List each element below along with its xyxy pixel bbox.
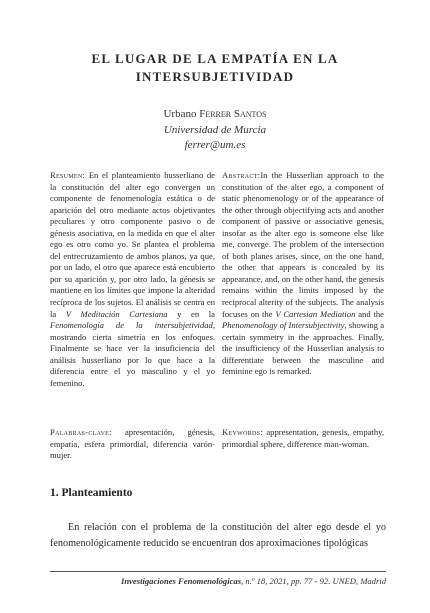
author-name	[0, 108, 430, 120]
abstract-en-text-2: and the	[358, 308, 384, 319]
abstract-es-italic-1: V Meditación Cartesiana	[65, 308, 168, 319]
abstract-es-text-3: , mostrando cierta simetría en los enfoques. Finalmente se hace ver la insuficiencia del análisis husserliano por lo que hace a la diferencia entre el yo masculino y el yo femenino.	[50, 320, 215, 388]
abstract-es-label: Resumen:	[50, 170, 86, 180]
body-paragraph: En relación con el problema de la constitución del alter ego desde el yo fenomenológicamente reducido se encuentran dos aproximaciones tipológicas	[50, 522, 386, 549]
footer-journal: Investigaciones Fenomenológicas	[120, 576, 242, 586]
keywords-english	[222, 427, 384, 450]
abstract-es-text-2: y en la	[177, 308, 215, 319]
keywords-en-text: appresentation, genesis, empathy, primordial sphere, difference man-woman.	[222, 427, 385, 449]
title-line-2: INTERSUBJETIVIDAD	[135, 69, 295, 84]
keywords-es-text: apresentación, génesis, empatía, esfera primordial, diferencia varón-mujer.	[50, 427, 215, 460]
author-affiliation: Universidad de Murcia	[163, 124, 267, 136]
abstract-en-label: Abstract:	[222, 170, 261, 180]
author-last-name: Ferrer Santos	[199, 108, 267, 120]
section-number: 1.	[50, 487, 59, 499]
abstract-en-italic-1: V Cartesian Mediation	[275, 308, 356, 319]
abstract-english	[222, 170, 384, 378]
keywords-spanish	[50, 427, 215, 462]
author-email: ferrer@um.es	[184, 139, 246, 151]
article-title	[40, 50, 390, 86]
footer-divider	[50, 571, 386, 572]
keywords-es-label: Palabras-clave:	[50, 427, 112, 437]
abstract-en-text-3: , showing a certain symmetry in the approaches. Finally, the insufficiency of the Husserlian analysis to differentiate between the masculine and feminine ego is remarked.	[222, 320, 385, 377]
section-title: Planteamiento	[61, 487, 133, 499]
keywords-en-label: Keywords:	[222, 427, 263, 437]
abstract-spanish	[50, 170, 215, 389]
abstract-es-italic-2: Fenomenología de la intersubjetividad	[50, 320, 213, 331]
author-first-name: Urbano	[163, 108, 197, 120]
section-heading	[50, 487, 132, 499]
abstract-en-text-1: In the Husserlian approach to the constitution of the alter ego, a component of static phenomenology or of the appearance of the other through objectifying acts and another component of passive or associative genesis, insofar as the alter ego is someone else like me, converge. The problem of the intersection of both planes arises, since, on the one hand, the other that appears is concealed by its appearance, and, on the other hand, the genesis remains within the limits imposed by the reciprocal alterity of the subjects. The analysis focuses on the	[222, 170, 384, 319]
title-line-1: EL LUGAR DE LA EMPATÍA EN LA	[91, 51, 339, 66]
abstract-es-text-1: En el planteamiento husserliano de la constitución del alter ego convergen un componente de fenomenología estática o de aparición del otro mediante actos objetivantes peculiares y otro componente pasivo o de génesis asociativa, en la medida en que el alter ego es otro como yo. Se plantea el problema del entrecruzamiento de ambos planos, ya que, por un lado, el otro que aparece está encubierto por su aparición y, por otro lado, la génesis se mantiene en los límites que impone la alteridad recíproca de los sujetos. El análisis se centra en la	[50, 170, 215, 319]
abstract-en-italic-2: Phenomenology of Intersubjectivity	[222, 320, 345, 331]
footer-details: , n.º 18, 2021, pp. 77 - 92. UNED, Madrid	[241, 576, 386, 586]
page-footer	[50, 576, 386, 586]
